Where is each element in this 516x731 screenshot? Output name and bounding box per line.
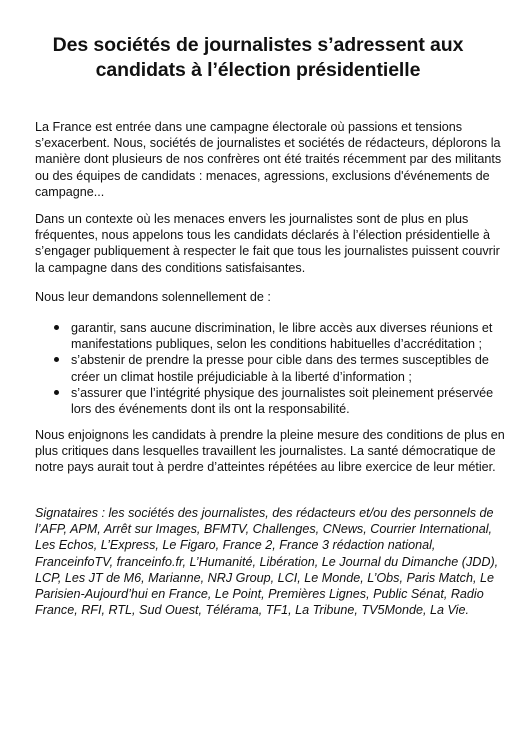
text-line: France, RFI, RTL, Sud Ouest, Télérama, TF1, La Tribune, TV5Monde, La Vie. (35, 603, 469, 618)
text-line: manière dont plusieurs de nos confrères ont été traités récemment par des militants (35, 152, 502, 167)
text-line: l’AFP, APM, Arrêt sur Images, BFMTV, Challenges, CNews, Courrier International, (35, 522, 493, 537)
page-title (30, 33, 486, 83)
bullet-icon (54, 325, 59, 330)
text-line: Signataires : les sociétés des journalistes, des rédacteurs et/ou des personnels de (35, 506, 494, 520)
demands-intro (35, 289, 495, 305)
demands-list (35, 320, 495, 417)
text-line: Dans un contexte où les menaces envers les journalistes sont de plus en plus (35, 212, 469, 226)
text-line: plus critiques dans lesquelles travaillent les journalistes. La santé démocratique de (35, 444, 496, 459)
text-line: Nous leur demandons solennellement de : (35, 290, 271, 304)
text-line: Parisien-Aujourd’hui en France, Le Point, Premières Lignes, Public Sénat, Radio (35, 587, 484, 602)
title-line: Des sociétés de journalistes s’adressent aux (52, 34, 464, 56)
text-line: campagne... (35, 184, 105, 199)
context-paragraph (35, 211, 500, 276)
text-line: garantir, sans aucune discrimination, le libre accès aux diverses réunions et (71, 321, 493, 335)
text-line: LCP, Les JT de M6, Marianne, NRJ Group, LCI, Le Monde, L’Obs, Paris Match, Le (35, 570, 494, 585)
intro-paragraph (35, 119, 502, 200)
text-line: créer un climat hostile préjudiciable à la liberté d’information ; (71, 369, 412, 384)
signatories-paragraph (35, 505, 499, 618)
bullet-icon (54, 357, 59, 362)
list-item (35, 385, 495, 417)
list-item (35, 320, 495, 352)
text-line: fréquentes, nous appelons tous les candidats déclarés à l’élection présidentielle à (35, 228, 491, 243)
text-line: ou des équipes de candidats : menaces, agressions, exclusions d'événements de (35, 168, 490, 183)
text-line: s’assurer que l’intégrité physique des journalistes soit pleinement préservée (71, 385, 494, 400)
text-line: la campagne dans des conditions satisfaisantes. (35, 260, 306, 275)
conclusion-paragraph (35, 427, 505, 476)
text-line: manifestations publiques, selon les conditions habituelles d’accréditation ; (71, 337, 482, 352)
text-line: s’abstenir de prendre la presse pour cible dans des termes susceptibles de (71, 353, 489, 368)
bullet-icon (54, 390, 59, 395)
text-line: Les Echos, L’Express, Le Figaro, France 2, France 3 rédaction national, (35, 538, 436, 553)
text-line: Nous enjoignons les candidats à prendre la pleine mesure des conditions de plus en (35, 428, 505, 442)
text-line: La France est entrée dans une campagne électorale où passions et tensions (35, 120, 463, 134)
text-line: s’engager publiquement à respecter le fait que tous les journalistes puissent couvrir (35, 244, 500, 259)
list-item (35, 352, 495, 384)
text-line: notre pays aurait tout à perdre d’atteintes répétées au libre exercice de leur métier. (35, 460, 496, 475)
text-line: lors des événements dont ils ont la responsabilité. (71, 402, 350, 417)
text-line: s’exacerbent. Nous, sociétés de journalistes et sociétés de rédacteurs, déplorons la (35, 136, 501, 151)
text-line: FranceinfoTV, franceinfo.fr, L’Humanité, Libération, Le Journal du Dimanche (JDD), (35, 554, 499, 569)
title-line: candidats à l’élection présidentielle (95, 59, 421, 81)
